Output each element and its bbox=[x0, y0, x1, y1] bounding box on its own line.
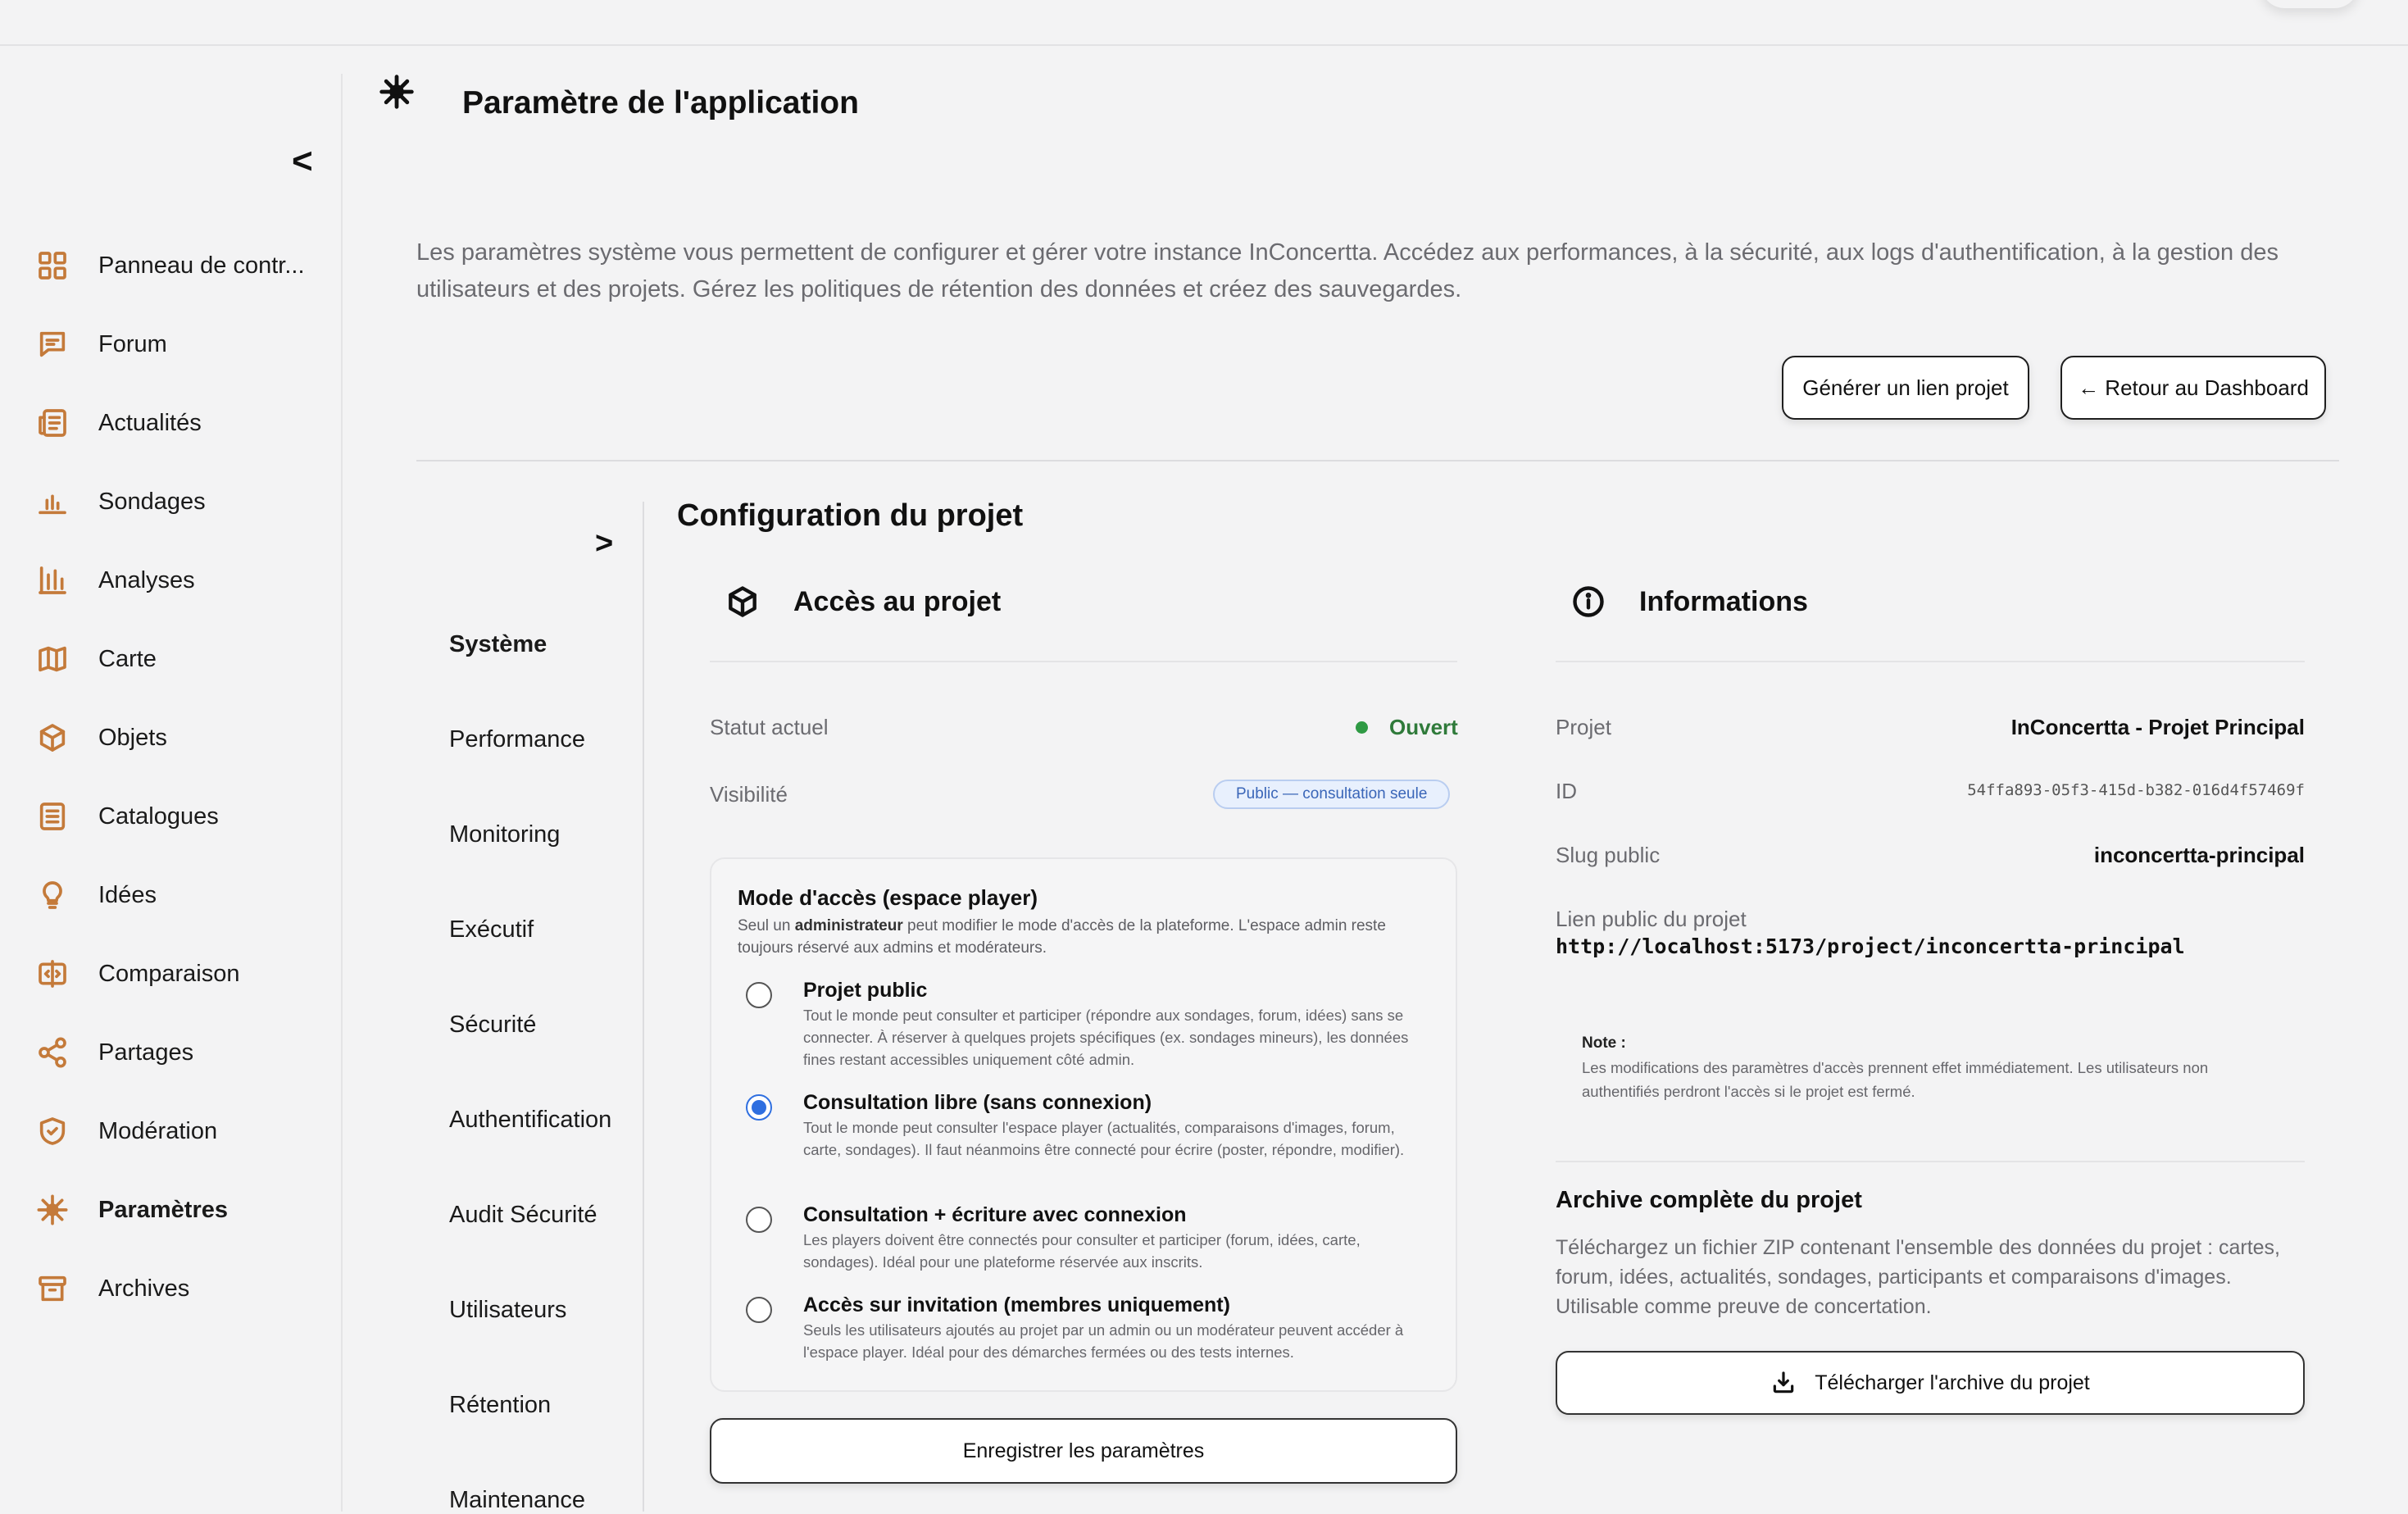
option-consultation-libre-title: Consultation libre (sans connexion) bbox=[803, 1091, 1152, 1114]
access-card-header bbox=[725, 584, 1001, 620]
sidebar-item-idees[interactable] bbox=[34, 871, 329, 920]
sidebar-collapse-button[interactable]: < bbox=[292, 141, 313, 181]
chat-icon bbox=[34, 326, 70, 362]
subnav-item-maintenance[interactable]: Maintenance bbox=[449, 1487, 586, 1513]
status-text: Ouvert bbox=[1389, 715, 1458, 739]
visibility-badge: Public — consultation seule bbox=[1213, 780, 1450, 809]
archive-description: Téléchargez un fichier ZIP contenant l'ensemble des données du projet : cartes, forum, idées, actualités, sondages, participants et comparaisons d'images. Utilisable comme preuve de concertation. bbox=[1556, 1236, 2280, 1318]
settings-icon bbox=[34, 1192, 70, 1228]
subnav-item-retention[interactable]: Rétention bbox=[449, 1392, 552, 1418]
radio-consultation-libre[interactable] bbox=[746, 1094, 772, 1121]
share-icon bbox=[34, 1034, 70, 1071]
option-consultation-ecriture-title: Consultation + écriture avec connexion bbox=[803, 1203, 1187, 1226]
sidebar-item-catalogues[interactable] bbox=[34, 792, 329, 841]
sidebar-item-label: Panneau de contr... bbox=[98, 252, 305, 279]
slug-label: Slug public bbox=[1556, 843, 1661, 867]
sidebar-item-label: Comparaison bbox=[98, 960, 240, 987]
sidebar-item-objets[interactable] bbox=[34, 713, 329, 762]
download-archive-button[interactable] bbox=[1556, 1351, 2305, 1415]
project-value: InConcertta - Projet Principal bbox=[2010, 715, 2305, 739]
info-icon bbox=[1570, 584, 1606, 620]
subnav-toggle-button[interactable]: > bbox=[595, 526, 614, 561]
access-card-divider bbox=[710, 661, 1457, 662]
option-public-description: Tout le monde peut consulter et participer (répondre aux sondages, forum, idées) sans se connecter. À réserver à quelques projets spécifiques (ex. sondages mineurs), les données fines restant accessibles uniquement côté admin. bbox=[803, 1007, 1409, 1068]
page-intro: Les paramètres système vous permettent de configurer et gérer votre instance InConcertta. Accédez aux performances, à la sécurité, aux logs d'authentification, à la gestion des utilisateurs et des projets. Gérez les politiques de rétention des données et créez des sauvegardes. bbox=[416, 239, 2279, 302]
sidebar-item-forum[interactable] bbox=[34, 320, 329, 369]
sidebar-item-analyses[interactable] bbox=[34, 556, 329, 605]
archive-icon bbox=[34, 1271, 70, 1307]
top-bar bbox=[0, 0, 2408, 46]
access-mode-title: Mode d'accès (espace player) bbox=[738, 885, 1038, 910]
generate-link-button[interactable]: Générer un lien projet bbox=[1782, 356, 2029, 420]
subnav-item-executif[interactable]: Exécutif bbox=[449, 916, 534, 943]
dashboard-icon bbox=[34, 248, 70, 284]
cube-icon bbox=[34, 720, 70, 756]
sidebar-item-label: Paramètres bbox=[98, 1196, 228, 1223]
sidebar-item-parametres[interactable] bbox=[34, 1185, 329, 1234]
public-link-label: Lien public du projet bbox=[1556, 907, 1747, 931]
status-value bbox=[1356, 715, 1458, 740]
sidebar-item-carte[interactable] bbox=[34, 634, 329, 684]
status-label: Statut actuel bbox=[710, 715, 829, 739]
compare-icon bbox=[34, 956, 70, 992]
radio-public[interactable] bbox=[746, 982, 772, 1008]
subnav-item-monitoring[interactable]: Monitoring bbox=[449, 821, 561, 848]
sidebar-item-label: Actualités bbox=[98, 409, 202, 436]
catalog-icon bbox=[34, 798, 70, 834]
subnav-item-audit-securite[interactable]: Audit Sécurité bbox=[449, 1202, 597, 1228]
sidebar-item-label: Partages bbox=[98, 1039, 194, 1066]
box-icon bbox=[725, 584, 761, 620]
subnav-item-systeme[interactable]: Système bbox=[449, 631, 547, 657]
sidebar-item-moderation[interactable] bbox=[34, 1107, 329, 1156]
access-mode-description: Seul un administrateur peut modifier le mode d'accès de la plateforme. L'espace admin reste toujours réservé aux admins et modérateurs. bbox=[738, 917, 1386, 957]
sidebar-item-actualites[interactable] bbox=[34, 398, 329, 448]
map-icon bbox=[34, 641, 70, 677]
sidebar-item-comparaison[interactable] bbox=[34, 949, 329, 998]
sidebar-item-label: Archives bbox=[98, 1275, 190, 1302]
info-card-title: Informations bbox=[1639, 585, 1808, 617]
radio-invitation[interactable] bbox=[746, 1297, 772, 1323]
chart-icon bbox=[34, 562, 70, 598]
archive-title: Archive complète du projet bbox=[1556, 1187, 1862, 1213]
shield-icon bbox=[34, 1113, 70, 1149]
top-right-corner bbox=[2260, 0, 2359, 8]
note-label: Note : bbox=[1582, 1034, 1626, 1052]
id-value: 54ffa893-05f3-415d-b382-016d4f57469f bbox=[1967, 781, 2305, 799]
option-public-title: Projet public bbox=[803, 979, 928, 1002]
subnav-border bbox=[643, 502, 644, 1512]
option-invitation-title: Accès sur invitation (membres uniquement) bbox=[803, 1293, 1230, 1316]
subnav-item-securite[interactable]: Sécurité bbox=[449, 1012, 537, 1038]
option-consultation-ecriture-description: Les players doivent être connectés pour consulter et participer (forum, idées, carte, sondages). Idéal pour une plateforme réservée aux inscrits. bbox=[803, 1231, 1361, 1271]
radio-consultation-ecriture[interactable] bbox=[746, 1207, 772, 1233]
save-settings-button[interactable]: Enregistrer les paramètres bbox=[710, 1418, 1457, 1484]
sidebar-item-partages[interactable] bbox=[34, 1028, 329, 1077]
sidebar-item-sondages[interactable] bbox=[34, 477, 329, 526]
note-text: Les modifications des paramètres d'accès prennent effet immédiatement. Les utilisateurs non authentifiés perdront l'accès si le projet est fermé. bbox=[1582, 1059, 2209, 1100]
sidebar-item-label: Sondages bbox=[98, 488, 206, 515]
sidebar-item-label: Carte bbox=[98, 645, 157, 672]
info-card-header bbox=[1570, 584, 1808, 620]
sidebar-item-label: Modération bbox=[98, 1117, 218, 1144]
download-icon bbox=[1770, 1370, 1797, 1396]
sidebar-item-label: Objets bbox=[98, 724, 167, 751]
sidebar-item-label: Idées bbox=[98, 881, 157, 908]
back-dashboard-button[interactable]: ← Retour au Dashboard bbox=[2060, 356, 2326, 420]
subnav-item-performance[interactable]: Performance bbox=[449, 726, 586, 752]
subnav-item-authentification[interactable]: Authentification bbox=[449, 1107, 612, 1133]
slug-value: inconcertta-principal bbox=[2093, 843, 2305, 867]
sidebar-item-label: Analyses bbox=[98, 566, 195, 593]
info-card-divider bbox=[1556, 661, 2305, 662]
header-divider bbox=[416, 460, 2339, 461]
option-consultation-libre-description: Tout le monde peut consulter l'espace player (actualités, comparaisons d'images, forum, carte, sondages). Il faut néanmoins être connecté pour écrire (poster, répondre, modifier). bbox=[803, 1119, 1405, 1158]
news-icon bbox=[34, 405, 70, 441]
visibility-label: Visibilité bbox=[710, 782, 788, 807]
id-label: ID bbox=[1556, 779, 1577, 803]
sidebar-item-label: Forum bbox=[98, 330, 167, 357]
bulb-icon bbox=[34, 877, 70, 913]
section-title: Configuration du projet bbox=[677, 498, 1024, 533]
option-invitation-description: Seuls les utilisateurs ajoutés au projet par un admin ou un modérateur peuvent accéder à l'espace player. Idéal pour des démarches fermées ou des tests internes. bbox=[803, 1321, 1404, 1361]
project-label: Projet bbox=[1556, 715, 1611, 739]
status-dot-icon bbox=[1356, 721, 1368, 734]
archive-divider bbox=[1556, 1161, 2305, 1162]
sidebar-item-label: Catalogues bbox=[98, 802, 219, 830]
sidebar-item-archives[interactable] bbox=[34, 1264, 329, 1313]
download-archive-label: Télécharger l'archive du projet bbox=[1815, 1371, 2090, 1394]
subnav-item-utilisateurs[interactable]: Utilisateurs bbox=[449, 1297, 567, 1323]
access-card-title: Accès au projet bbox=[793, 585, 1002, 617]
public-link-value[interactable]: http://localhost:5173/project/inconcertta-principal bbox=[1556, 934, 2185, 958]
settings-star-icon bbox=[379, 74, 415, 110]
sidebar-item-dashboard[interactable] bbox=[34, 241, 329, 290]
poll-icon bbox=[34, 484, 70, 520]
page-title: Paramètre de l'application bbox=[462, 85, 859, 120]
